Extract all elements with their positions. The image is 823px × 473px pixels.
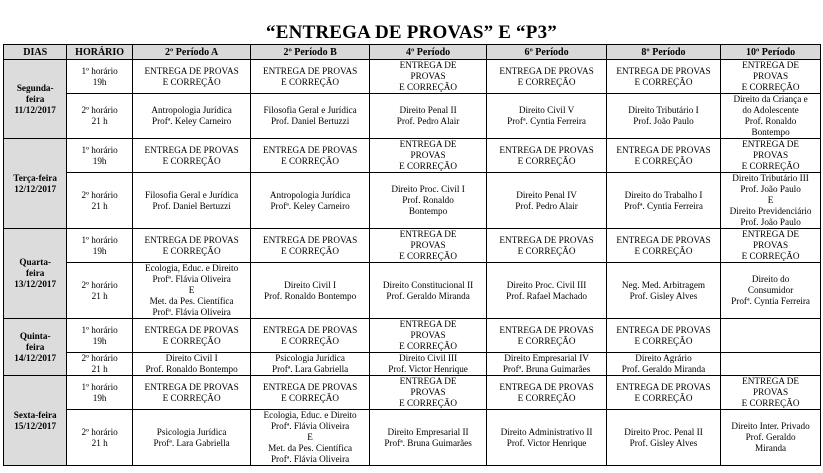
schedule-row (4, 263, 821, 319)
time-slot: 2º horário 21 h (67, 353, 132, 376)
header-2-periodo-b: 2º Período B (251, 45, 369, 60)
header-row (4, 45, 821, 60)
schedule-cell: ENTREGA DE PROVAS E CORREÇÃO (721, 376, 821, 410)
day-label: Quarta- feira 13/12/2017 (4, 229, 67, 319)
schedule-cell: Direito Civil III Prof. Victor Henrique (369, 353, 486, 376)
page-title: “ENTREGA DE PROVAS” E “P3” (266, 22, 557, 43)
schedule-row (4, 376, 821, 410)
schedule-cell: ENTREGA DE PROVAS E CORREÇÃO (132, 319, 250, 353)
schedule-row (4, 139, 821, 173)
header-10-periodo: 10º Período (721, 45, 821, 60)
time-slot: 1º horário 19h (67, 60, 132, 94)
schedule-cell: ENTREGA DE PROVAS E CORREÇÃO (721, 139, 821, 173)
schedule-cell: ENTREGA DE PROVAS E CORREÇÃO (251, 60, 369, 94)
schedule-cell: ENTREGA DE PROVAS E CORREÇÃO (132, 139, 250, 173)
schedule-cell: Direito Civil V Profª. Cyntia Ferreira (487, 94, 607, 139)
time-slot: 1º horário 19h (67, 139, 132, 173)
schedule-cell: ENTREGA DE PROVAS E CORREÇÃO (251, 376, 369, 410)
schedule-cell: Direito Penal IV Prof. Pedro Alair (487, 173, 607, 229)
exam-schedule-table (3, 44, 821, 466)
schedule-cell: Direito da Criança e do Adolescente Prof. Ronaldo Bontempo (721, 94, 821, 139)
schedule-cell: ENTREGA DE PROVAS E CORREÇÃO (487, 229, 607, 263)
schedule-cell: ENTREGA DE PROVAS E CORREÇÃO (132, 229, 250, 263)
schedule-cell: ENTREGA DE PROVAS E CORREÇÃO (487, 319, 607, 353)
time-slot: 2º horário 21 h (67, 263, 132, 319)
schedule-cell: ENTREGA DE PROVAS E CORREÇÃO (606, 319, 720, 353)
schedule-cell: ENTREGA DE PROVAS E CORREÇÃO (487, 139, 607, 173)
schedule-cell: ENTREGA DE PROVAS E CORREÇÃO (251, 229, 369, 263)
schedule-cell: ENTREGA DE PROVAS E CORREÇÃO (132, 60, 250, 94)
time-slot: 1º horário 19h (67, 229, 132, 263)
day-label: Terça-feira 12/12/2017 (4, 139, 67, 229)
schedule-cell: Direito Civil I Prof. Ronaldo Bontempo (132, 353, 250, 376)
schedule-cell: Neg. Med. Arbitragem Prof. Gisley Alves (606, 263, 720, 319)
schedule-cell: ENTREGA DE PROVAS E CORREÇÃO (487, 60, 607, 94)
header-dias: DIAS (4, 45, 67, 60)
schedule-cell: ENTREGA DE PROVAS E CORREÇÃO (606, 376, 720, 410)
schedule-cell: Direito Tributário III Prof. João Paulo E Direito Previdenciário Prof. João Paulo (721, 173, 821, 229)
schedule-cell: Direito Constitucional II Prof. Geraldo Miranda (369, 263, 486, 319)
schedule-cell: Direito Penal II Prof. Pedro Alair (369, 94, 486, 139)
time-slot: 1º horário 19h (67, 319, 132, 353)
schedule-cell: Filosofia Geral e Jurídica Prof. Daniel Bertuzzi (132, 173, 250, 229)
schedule-cell: Psicologia Jurídica Profª. Lara Gabriella (251, 353, 369, 376)
schedule-cell: ENTREGA DE PROVAS E CORREÇÃO (606, 139, 720, 173)
schedule-cell: ENTREGA DE PROVAS E CORREÇÃO (369, 139, 486, 173)
header-4-periodo: 4º Período (369, 45, 486, 60)
header-2-periodo-a: 2º Período A (132, 45, 250, 60)
schedule-cell: Ecologia, Educ. e Direito Profª. Flávia Oliveira E Met. da Pes. Científica Profª. Flávia Oliveira (132, 263, 250, 319)
day-label: Sexta-feira 15/12/2017 (4, 376, 67, 466)
schedule-cell: Direito Inter. Privado Prof. Geraldo Miranda (721, 410, 821, 466)
schedule-cell: Ecologia, Educ. e Direito Profª. Flávia Oliveira E Met. da Pes. Científica Profª. Flávia Oliveira (251, 410, 369, 466)
schedule-cell: ENTREGA DE PROVAS E CORREÇÃO (369, 60, 486, 94)
schedule-cell: Direito Empresarial II Profª. Bruna Guimarães (369, 410, 486, 466)
schedule-row (4, 410, 821, 466)
schedule-cell: ENTREGA DE PROVAS E CORREÇÃO (369, 229, 486, 263)
schedule-cell (721, 319, 821, 353)
schedule-row (4, 173, 821, 229)
header-horario: HORÁRIO (67, 45, 132, 60)
schedule-cell: ENTREGA DE PROVAS E CORREÇÃO (132, 376, 250, 410)
schedule-row (4, 60, 821, 94)
schedule-row (4, 94, 821, 139)
schedule-cell: ENTREGA DE PROVAS E CORREÇÃO (606, 60, 720, 94)
time-slot: 2º horário 21 h (67, 94, 132, 139)
schedule-cell: ENTREGA DE PROVAS E CORREÇÃO (251, 319, 369, 353)
schedule-cell: ENTREGA DE PROVAS E CORREÇÃO (369, 376, 486, 410)
schedule-cell: ENTREGA DE PROVAS E CORREÇÃO (721, 229, 821, 263)
schedule-cell: Direito do Consumidor Profª. Cyntia Ferreira (721, 263, 821, 319)
schedule-cell: Filosofia Geral e Jurídica Prof. Daniel Bertuzzi (251, 94, 369, 139)
schedule-cell: Direito Tributário I Prof. João Paulo (606, 94, 720, 139)
schedule-row (4, 319, 821, 353)
schedule-cell: Psicologia Jurídica Profª. Lara Gabriella (132, 410, 250, 466)
day-label: Quinta- feira 14/12/2017 (4, 319, 67, 376)
header-6-periodo: 6º Período (487, 45, 607, 60)
schedule-cell: ENTREGA DE PROVAS E CORREÇÃO (721, 60, 821, 94)
schedule-cell: Direito Proc. Penal II Prof. Gisley Alves (606, 410, 720, 466)
schedule-cell: Direito Civil I Prof. Ronaldo Bontempo (251, 263, 369, 319)
time-slot: 2º horário 21 h (67, 173, 132, 229)
schedule-cell: ENTREGA DE PROVAS E CORREÇÃO (369, 319, 486, 353)
schedule-cell: Direito Proc. Civil III Prof. Rafael Machado (487, 263, 607, 319)
time-slot: 2º horário 21 h (67, 410, 132, 466)
schedule-cell: Antropologia Jurídica Profª. Keley Carneiro (132, 94, 250, 139)
schedule-cell: Direito Proc. Civil I Prof. Ronaldo Bontempo (369, 173, 486, 229)
schedule-cell: Antropologia Jurídica Profª. Keley Carneiro (251, 173, 369, 229)
schedule-cell: Direito Administrativo II Prof. Victor Henrique (487, 410, 607, 466)
schedule-row (4, 353, 821, 376)
day-label: Segunda- feira 11/12/2017 (4, 60, 67, 139)
time-slot: 1º horário 19h (67, 376, 132, 410)
schedule-cell: Direito do Trabalho I Profª. Cyntia Ferreira (606, 173, 720, 229)
schedule-cell: Direito Agrário Prof. Geraldo Miranda (606, 353, 720, 376)
schedule-row (4, 229, 821, 263)
schedule-cell (721, 353, 821, 376)
schedule-cell: ENTREGA DE PROVAS E CORREÇÃO (251, 139, 369, 173)
schedule-cell: ENTREGA DE PROVAS E CORREÇÃO (606, 229, 720, 263)
schedule-cell: Direito Empresarial IV Profª. Bruna Guimarães (487, 353, 607, 376)
header-8-periodo: 8º Período (606, 45, 720, 60)
schedule-cell: ENTREGA DE PROVAS E CORREÇÃO (487, 376, 607, 410)
